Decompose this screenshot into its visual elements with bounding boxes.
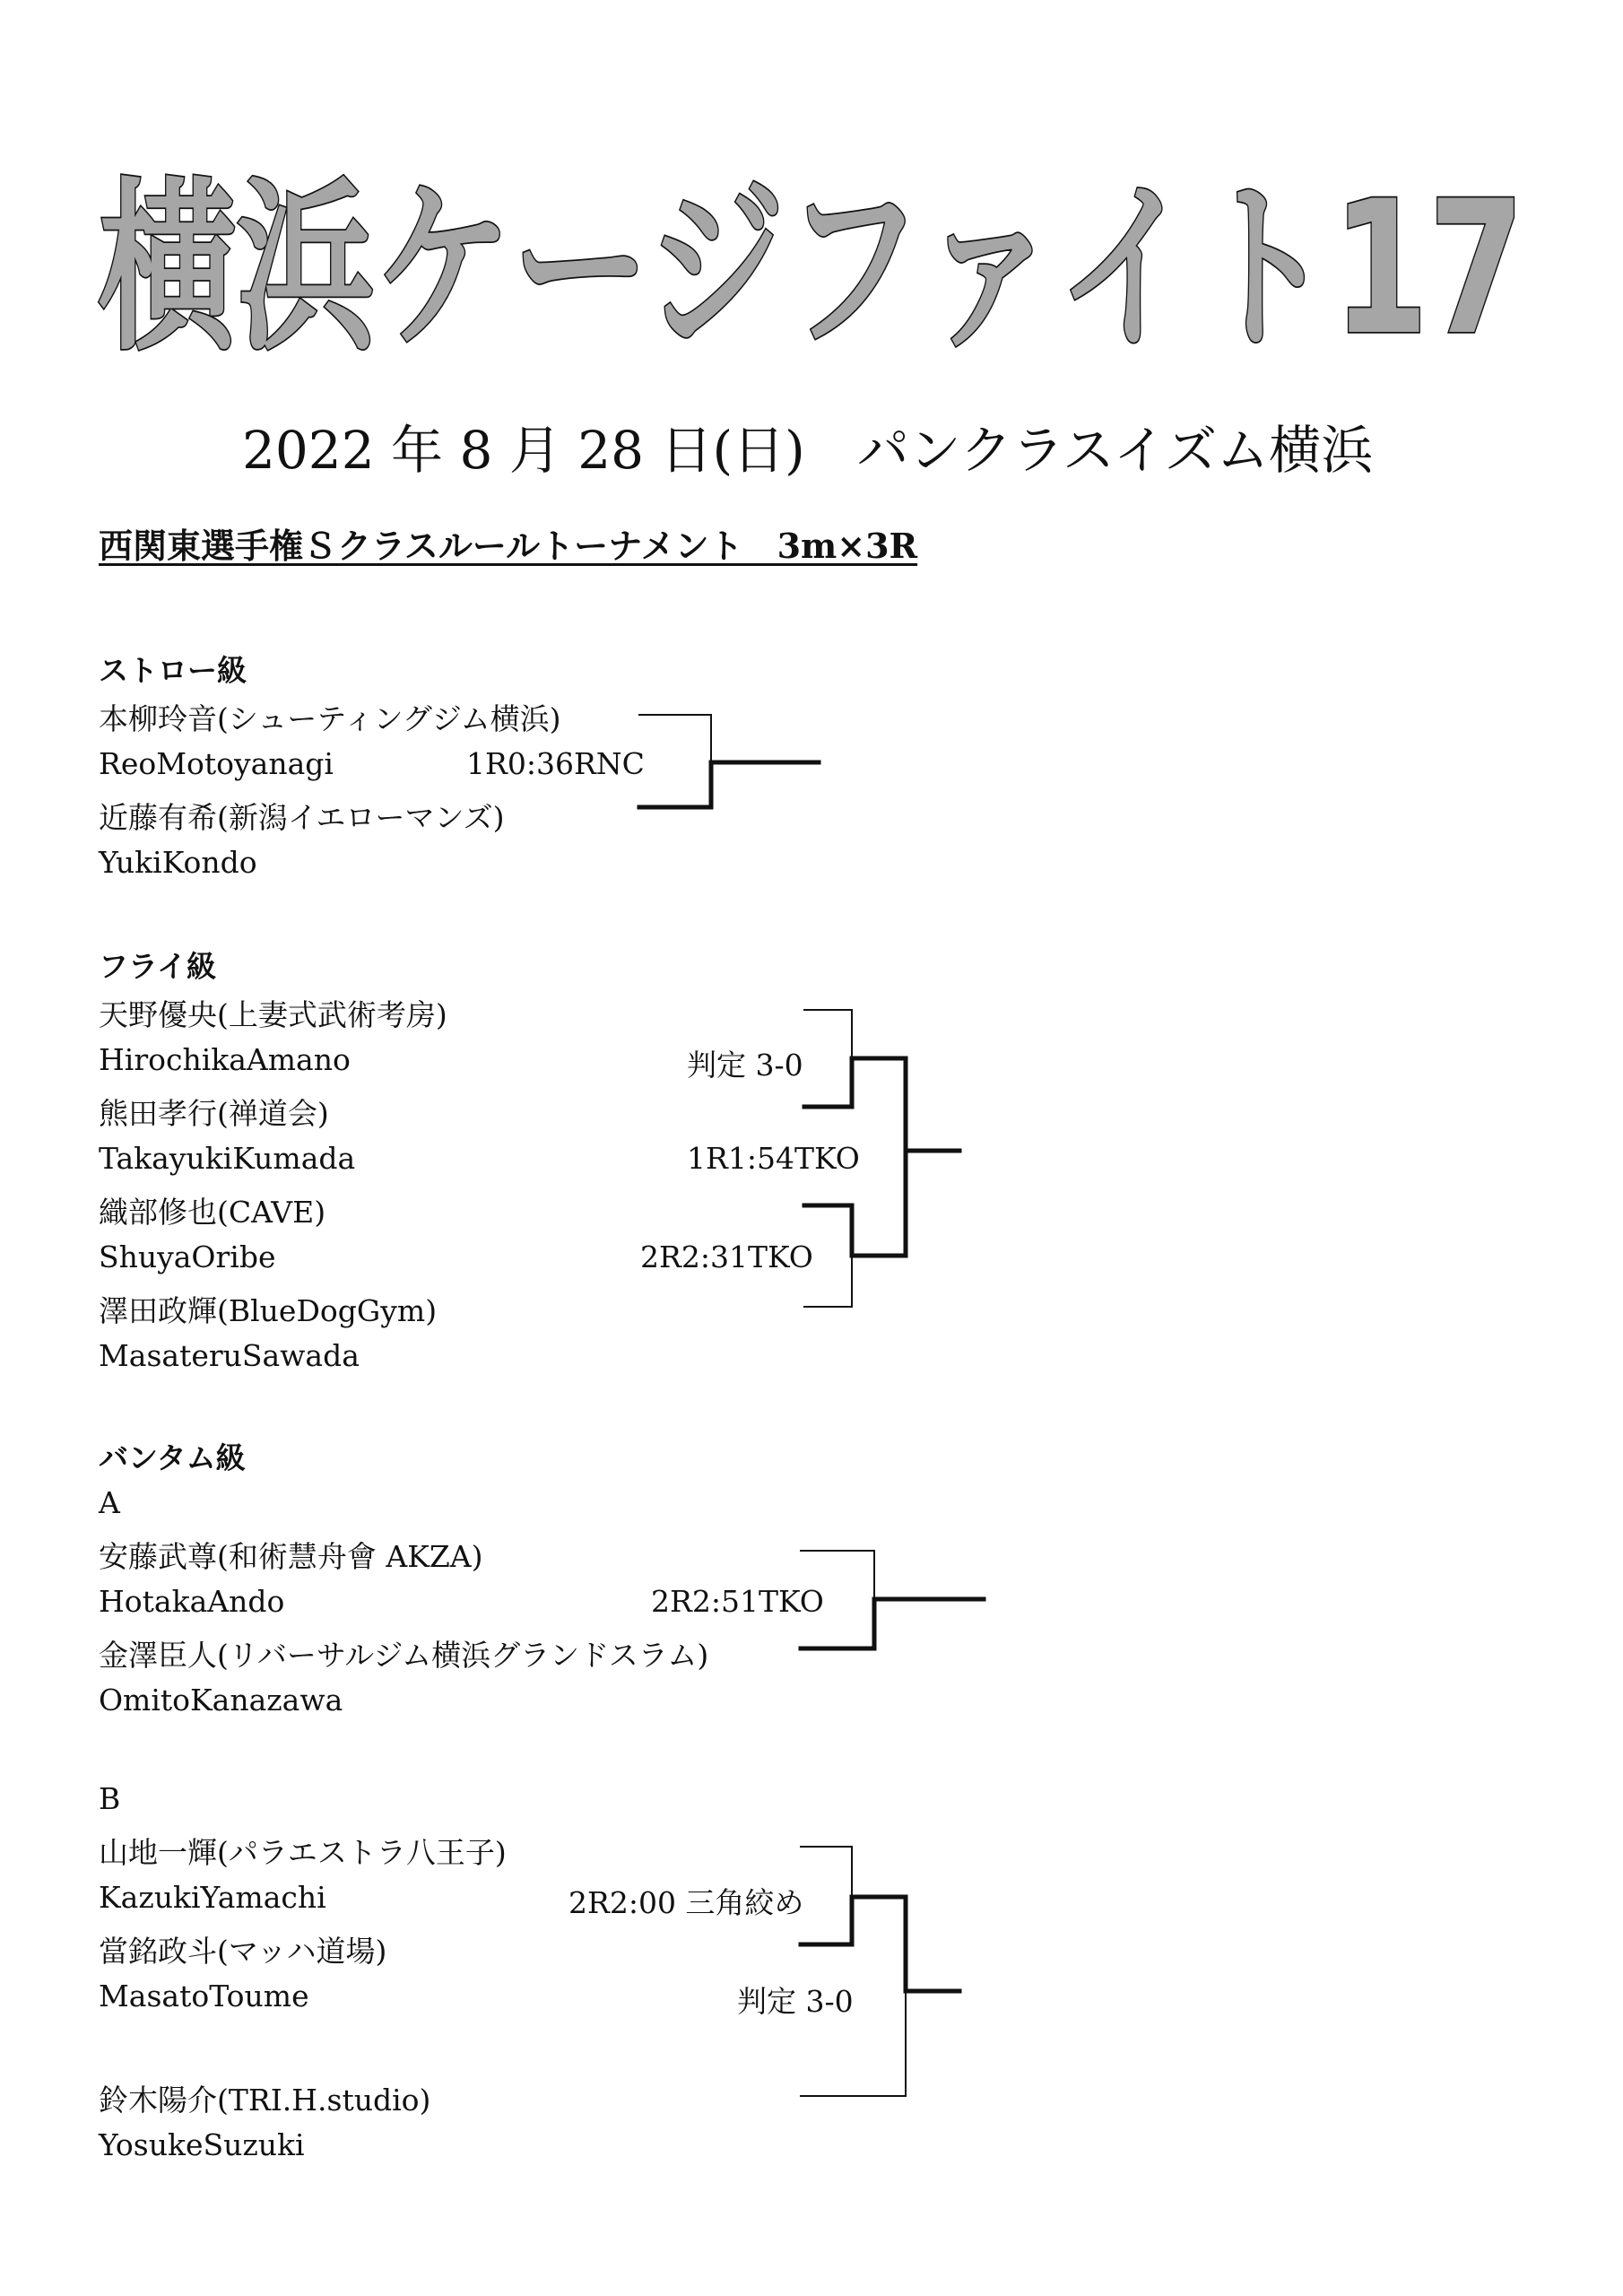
bantam-a-result: 2R2:51TKO: [651, 1584, 824, 1619]
fighter-name-jp: 金澤臣人(リバーサルジム横浜グランドスラム): [99, 1638, 709, 1673]
event-title: 横浜ケージファイト17: [99, 162, 1524, 376]
straw-bracket: [639, 715, 819, 807]
bantam-a-bracket: [801, 1551, 984, 1648]
fighter-name-jp: 近藤有希(新潟イエローマンズ): [99, 800, 505, 835]
fly-result-3: 2R2:31TKO: [640, 1239, 813, 1274]
bantam-b-result-1: 2R2:00 三角絞め: [568, 1885, 804, 1920]
fighter-name-jp: 當銘政斗(マッハ道場): [99, 1934, 387, 1969]
fighter-name-jp: 安藤武尊(和術慧舟會 AKZA): [99, 1539, 483, 1574]
fighter-name-jp: 鈴木陽介(TRI.H.studio): [99, 2083, 431, 2118]
fighter-name-en: ReoMotoyanagi: [99, 746, 334, 781]
fighter-name-jp: 熊田孝行(禅道会): [99, 1096, 329, 1131]
fly-result-2: 1R1:54TKO: [687, 1141, 860, 1176]
fighter-name-en: TakayukiKumada: [99, 1141, 356, 1176]
fighter-name-en: ShuyaOribe: [99, 1239, 276, 1274]
fighter-name-en: OmitoKanazawa: [99, 1683, 343, 1718]
fighter-name-jp: 本柳玲音(シューティングジム横浜): [99, 701, 561, 736]
fighter-name-jp: 山地一輝(パラエストラ八王子): [99, 1835, 507, 1870]
straw-heading: ストロー級: [99, 653, 247, 688]
event-date-venue: 2022 年 8 月 28 日(日) パンクラスイズム横浜: [242, 420, 1374, 481]
fighter-name-jp: 織部修也(CAVE): [99, 1195, 326, 1230]
fly-heading: フライ級: [99, 949, 217, 984]
fighter-name-en: MasatoToume: [99, 1979, 309, 2013]
fighter-name-jp: 天野優央(上妻式武術考房): [99, 997, 447, 1032]
fighter-name-en: HotakaAndo: [99, 1584, 285, 1619]
bantam-b-result-2: 判定 3-0: [737, 1984, 854, 2019]
straw-result: 1R0:36RNC: [466, 746, 645, 781]
group-b-label: B: [99, 1781, 121, 1816]
fighter-name-en: YukiKondo: [99, 845, 257, 880]
group-a-label: A: [99, 1485, 120, 1520]
bantam-b-bracket: [801, 1847, 959, 2096]
fighter-name-en: YosukeSuzuki: [99, 2127, 305, 2162]
fighter-name-en: KazukiYamachi: [99, 1880, 326, 1915]
bantam-heading: バンタム級: [99, 1440, 246, 1475]
tournament-title: 西関東選手権Ｓクラスルールトーナメント 3m×3R: [99, 526, 918, 566]
fly-result-1: 判定 3-0: [687, 1048, 803, 1083]
fighter-name-en: MasateruSawada: [99, 1338, 360, 1373]
fighter-name-en: HirochikaAmano: [99, 1042, 351, 1077]
fighter-name-jp: 澤田政輝(BlueDogGym): [99, 1293, 438, 1328]
